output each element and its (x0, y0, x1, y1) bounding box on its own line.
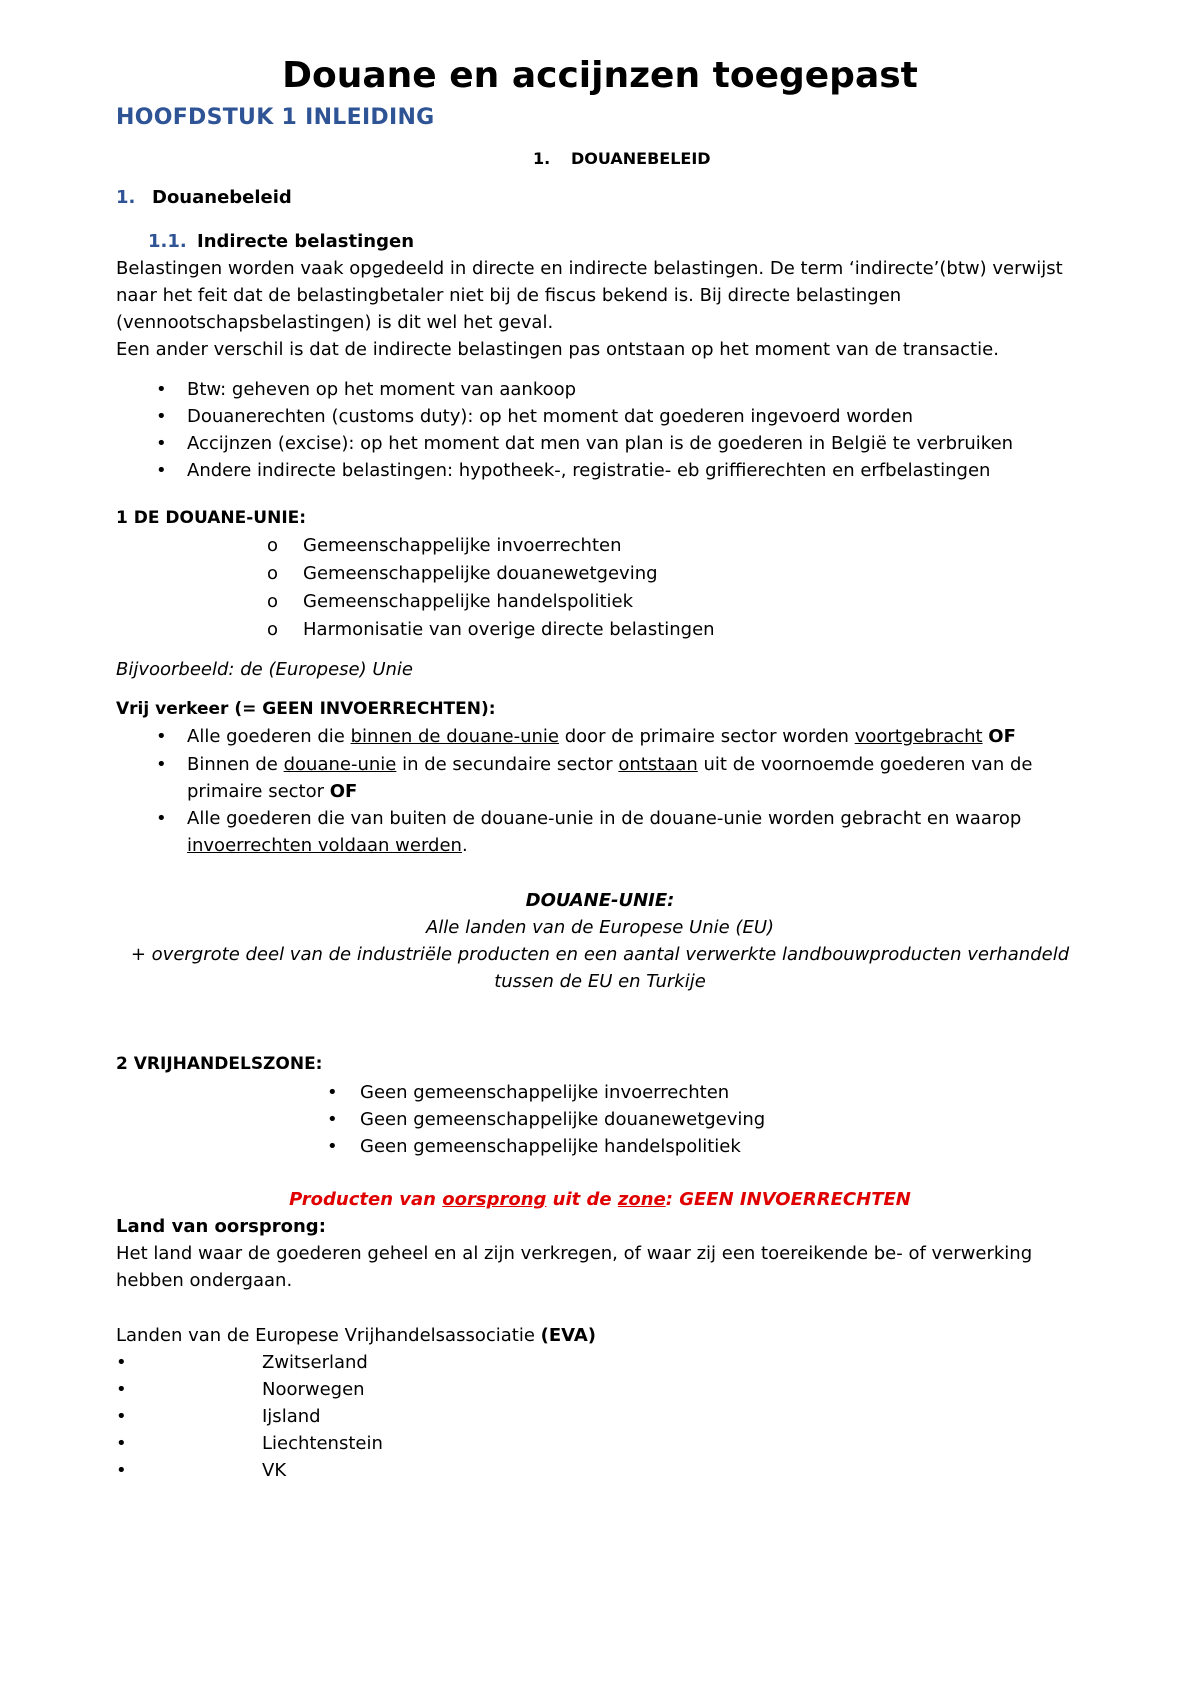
paragraph-line: (vennootschapsbelastingen) is dit wel het geval. (116, 312, 554, 333)
list-item: Btw: geheven op het moment van aankoop (187, 379, 577, 400)
heading-text: Douanebeleid (152, 187, 292, 208)
paragraph-line: naar het feit dat de belastingbetaler niet bij de fiscus bekend is. Bij directe belastingen (116, 285, 902, 306)
chapter-heading: HOOFDSTUK 1 INLEIDING (116, 105, 435, 130)
section-heading-centered (533, 148, 711, 170)
section-number: 1. (533, 149, 551, 168)
heading-douane-unie: 1 DE DOUANE-UNIE: (116, 508, 307, 528)
heading-number: 1.1. (148, 231, 187, 252)
list-item-continuation: primaire sector OF (187, 781, 358, 802)
unie-heading: DOUANE-UNIE: (525, 890, 675, 911)
list-item: Douanerechten (customs duty): op het moment dat goederen ingevoerd worden (187, 406, 914, 427)
heading-land-van-oorsprong: Land van oorsprong: (116, 1216, 326, 1237)
paragraph-line: Een ander verschil is dat de indirecte belastingen pas ontstaan op het moment van de transactie. (116, 339, 999, 360)
list-item: Andere indirecte belastingen: hypotheek-, registratie- eb griffierechten en erfbelastingen (187, 460, 991, 481)
red-highlight-line: Producten van oorsprong uit de zone: GEEN INVOERRECHTEN (289, 1189, 911, 1210)
list-item: Geen gemeenschappelijke douanewetgeving (360, 1109, 766, 1130)
list-item: Binnen de douane-unie in de secundaire sector ontstaan uit de voornoemde goederen van de (187, 754, 1033, 775)
circle-bullet-icon: o (267, 563, 279, 584)
eva-line: Landen van de Europese Vrijhandelsassociatie (EVA) (116, 1325, 597, 1346)
country-item: Liechtenstein (262, 1433, 383, 1454)
list-item: Gemeenschappelijke douanewetgeving (303, 563, 658, 584)
heading-number: 1. (116, 187, 136, 208)
paragraph-line: Het land waar de goederen geheel en al zijn verkregen, of waar zij een toereikende be- of verwerking (116, 1243, 1033, 1264)
heading-text: Indirecte belastingen (197, 231, 415, 252)
bullet-icon: • (156, 433, 167, 454)
circle-bullet-icon: o (267, 619, 279, 640)
list-item: Accijnzen (excise): op het moment dat men van plan is de goederen in België te verbruiken (187, 433, 1014, 454)
list-item: Harmonisatie van overige directe belastingen (303, 619, 715, 640)
list-item: Gemeenschappelijke invoerrechten (303, 535, 622, 556)
unie-line: + overgrote deel van de industriële producten en een aantal verwerkte landbouwproducten verhandeld (130, 944, 1070, 965)
heading-douanebeleid (116, 186, 292, 210)
list-item: Geen gemeenschappelijke handelspolitiek (360, 1136, 741, 1157)
unie-line: Alle landen van de Europese Unie (EU) (425, 917, 775, 938)
paragraph-line: Belastingen worden vaak opgedeeld in directe en indirecte belastingen. De term ‘indirecte’(btw) verwijst (116, 258, 1063, 279)
bullet-icon: • (116, 1379, 127, 1400)
circle-bullet-icon: o (267, 591, 279, 612)
circle-bullet-icon: o (267, 535, 279, 556)
heading-indirecte-belastingen (148, 230, 414, 254)
unie-line: tussen de EU en Turkije (494, 971, 706, 992)
list-item: Alle goederen die van buiten de douane-unie in de douane-unie worden gebracht en waarop (187, 808, 1022, 829)
example-text: Bijvoorbeeld: de (Europese) Unie (116, 659, 414, 680)
bullet-icon: • (116, 1406, 127, 1427)
country-item: VK (262, 1460, 287, 1481)
paragraph-line: hebben ondergaan. (116, 1270, 293, 1291)
section-title: DOUANEBELEID (571, 149, 711, 168)
bullet-icon: • (327, 1082, 338, 1103)
bullet-icon: • (156, 726, 167, 747)
bullet-icon: • (156, 379, 167, 400)
document-title: Douane en accijnzen toegepast (282, 55, 918, 96)
bullet-icon: • (327, 1136, 338, 1157)
country-item: Ijsland (262, 1406, 321, 1427)
country-item: Zwitserland (262, 1352, 368, 1373)
bullet-icon: • (327, 1109, 338, 1130)
bullet-icon: • (156, 460, 167, 481)
list-item-continuation: invoerrechten voldaan werden. (187, 835, 468, 856)
bullet-icon: • (156, 808, 167, 829)
list-item: Gemeenschappelijke handelspolitiek (303, 591, 634, 612)
bullet-icon: • (156, 754, 167, 775)
heading-vrij-verkeer: Vrij verkeer (= GEEN INVOERRECHTEN): (116, 699, 496, 719)
bullet-icon: • (116, 1460, 127, 1481)
bullet-icon: • (156, 406, 167, 427)
heading-vrijhandelszone: 2 VRIJHANDELSZONE: (116, 1054, 323, 1074)
bullet-icon: • (116, 1352, 127, 1373)
bullet-icon: • (116, 1433, 127, 1454)
country-item: Noorwegen (262, 1379, 365, 1400)
list-item: Geen gemeenschappelijke invoerrechten (360, 1082, 730, 1103)
list-item: Alle goederen die binnen de douane-unie door de primaire sector worden voortgebracht OF (187, 726, 1016, 747)
